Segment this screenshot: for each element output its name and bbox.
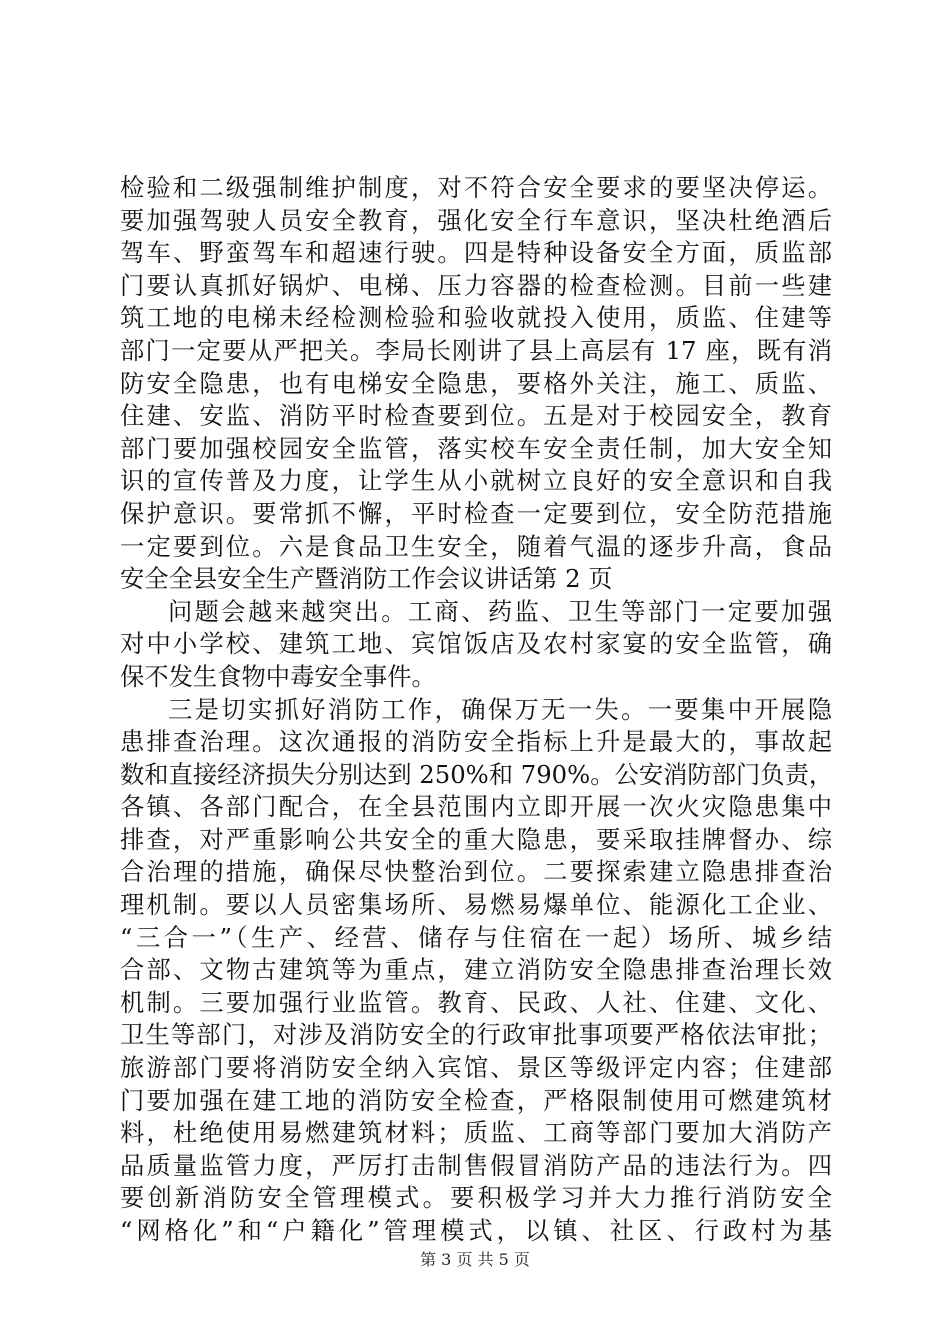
text-line: 一定要到位。六是食品卫生安全，随着气温的逐步升高，食品 bbox=[120, 531, 832, 561]
text-line: 安全全县安全生产暨消防工作会议讲话第 2 页 bbox=[120, 564, 613, 594]
text-line: 住建、安监、消防平时检查要到位。五是对于校园安全，教育 bbox=[120, 401, 832, 431]
paragraph-first-line: 三是切实抓好消防工作，确保万无一失。一要集中开展隐 bbox=[168, 694, 832, 724]
text-line: 筑工地的电梯未经检测检验和验收就投入使用，质监、住建等 bbox=[120, 303, 832, 333]
text-line: 检验和二级强制维护制度，对不符合安全要求的要坚决停运。 bbox=[120, 173, 832, 202]
text-line: “网格化”和“户籍化”管理模式，以镇、社区、行政村为基 bbox=[120, 1216, 832, 1245]
text-line: 部门一定要从严把关。李局长刚讲了县上高层有 17 座，既有消 bbox=[120, 335, 832, 365]
text-line: 品质量监管力度，严厉打击制售假冒消防产品的违法行为。四 bbox=[120, 1150, 832, 1180]
text-line: “三合一”（生产、经营、储存与住宿在一起）场所、城乡结 bbox=[120, 922, 832, 952]
text-line: 合部、文物古建筑等为重点，建立消防安全隐患排查治理长效 bbox=[120, 955, 832, 985]
text-line: 数和直接经济损失分别达到 250%和 790%。公安消防部门负责， bbox=[120, 759, 834, 789]
text-line: 各镇、各部门配合，在全县范围内立即开展一次火灾隐患集中 bbox=[120, 792, 832, 822]
text-line: 对中小学校、建筑工地、宾馆饭店及农村家宴的安全监管，确 bbox=[120, 629, 832, 659]
document-body bbox=[120, 172, 832, 1248]
text-line: 旅游部门要将消防安全纳入宾馆、景区等级评定内容；住建部 bbox=[120, 1053, 832, 1083]
text-line: 料，杜绝使用易燃建筑材料；质监、工商等部门要加大消防产 bbox=[120, 1118, 832, 1148]
text-line: 驾车、野蛮驾车和超速行驶。四是特种设备安全方面，质监部 bbox=[120, 238, 832, 268]
paragraph-first-line: 问题会越来越突出。工商、药监、卫生等部门一定要加强 bbox=[168, 596, 832, 626]
text-line: 保不发生食物中毒安全事件。 bbox=[120, 661, 436, 691]
text-line: 防安全隐患，也有电梯安全隐患，要格外关注，施工、质监、 bbox=[120, 368, 832, 398]
text-line: 机制。三要加强行业监管。教育、民政、人社、住建、文化、 bbox=[120, 987, 832, 1017]
page-number-footer: 第 3 页 共 5 页 bbox=[420, 1250, 530, 1269]
text-line: 部门要加强校园安全监管，落实校车安全责任制，加大安全知 bbox=[120, 433, 832, 463]
text-line: 识的宣传普及力度，让学生从小就树立良好的安全意识和自我 bbox=[120, 466, 832, 496]
text-line: 卫生等部门，对涉及消防安全的行政审批事项要严格依法审批； bbox=[120, 1020, 832, 1050]
text-line: 排查，对严重影响公共安全的重大隐患，要采取挂牌督办、综 bbox=[120, 824, 832, 854]
text-line: 要创新消防安全管理模式。要积极学习并大力推行消防安全 bbox=[120, 1183, 832, 1213]
text-line: 患排查治理。这次通报的消防安全指标上升是最大的，事故起 bbox=[120, 727, 832, 757]
text-line: 保护意识。要常抓不懈，平时检查一定要到位，安全防范措施 bbox=[120, 498, 832, 528]
text-line: 要加强驾驶人员安全教育，强化安全行车意识，坚决杜绝酒后 bbox=[120, 205, 832, 235]
text-line: 合治理的措施，确保尽快整治到位。二要探索建立隐患排查治 bbox=[120, 857, 832, 887]
text-line: 理机制。要以人员密集场所、易燃易爆单位、能源化工企业、 bbox=[120, 890, 832, 920]
text-line: 门要认真抓好锅炉、电梯、压力容器的检查检测。目前一些建 bbox=[120, 270, 832, 300]
text-line: 门要加强在建工地的消防安全检查，严格限制使用可燃建筑材 bbox=[120, 1085, 832, 1115]
